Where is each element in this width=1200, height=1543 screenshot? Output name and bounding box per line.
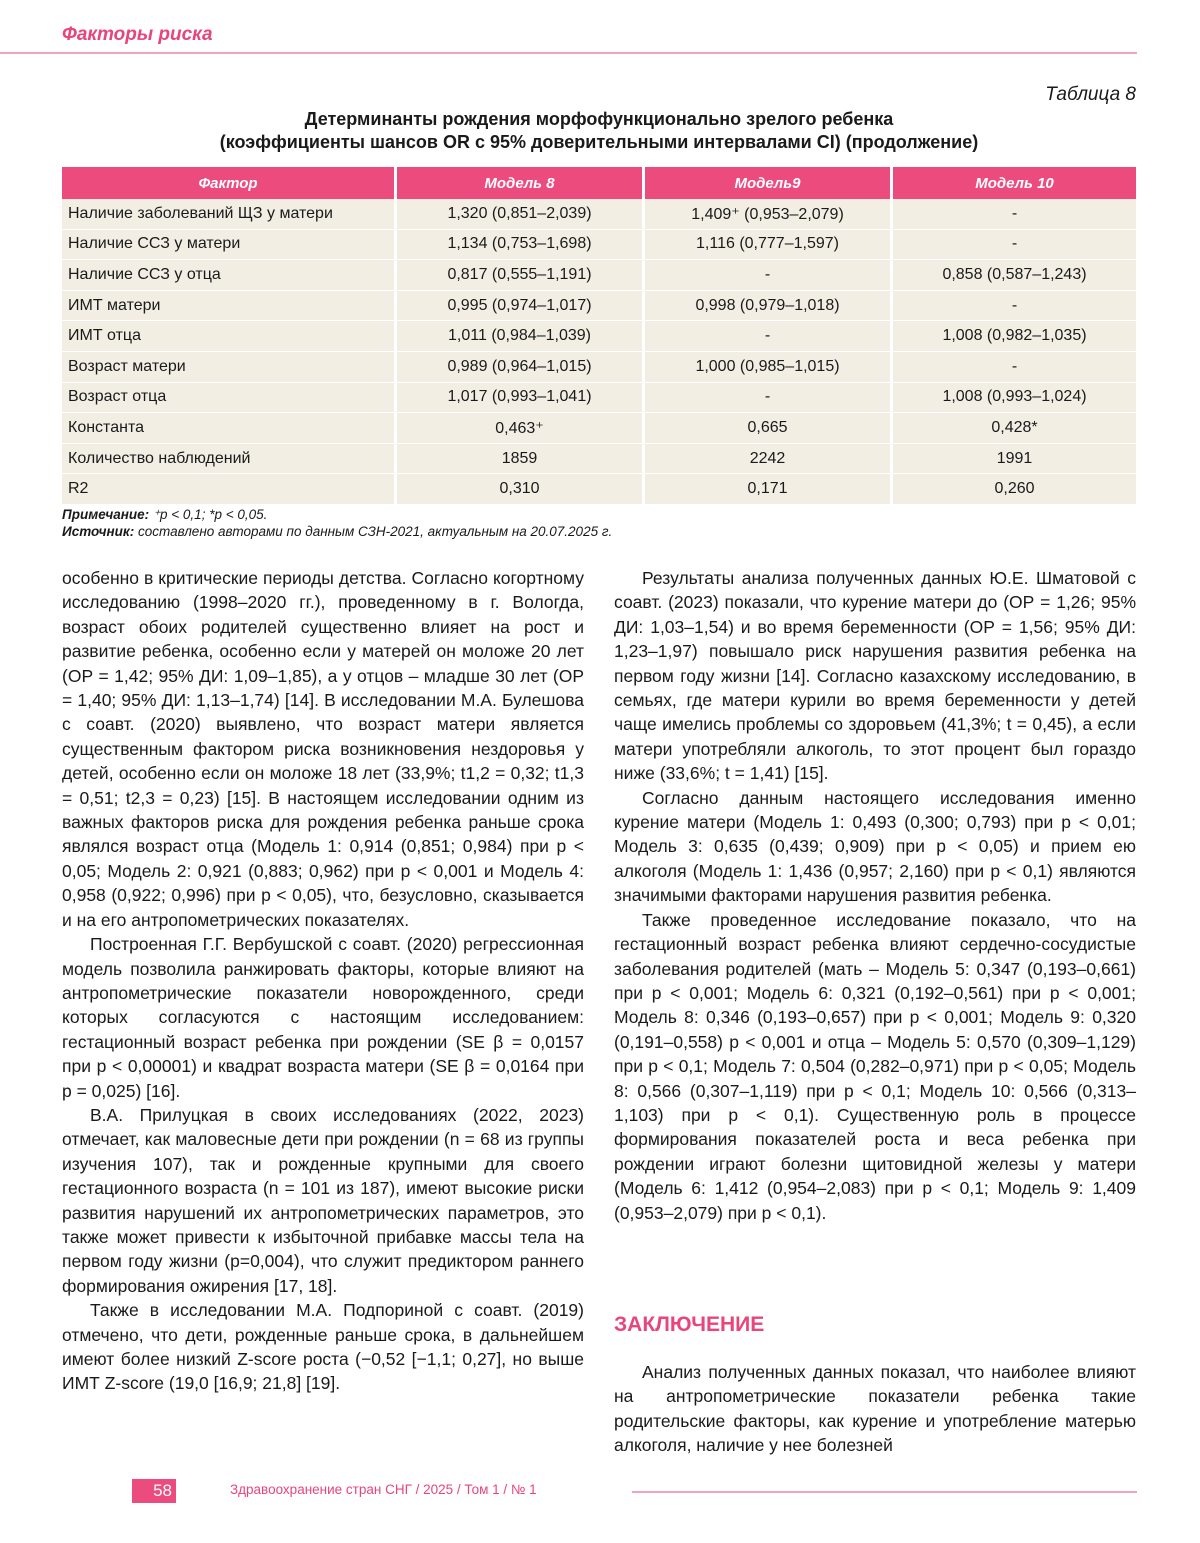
header-divider	[0, 52, 1137, 54]
table-row	[62, 474, 1136, 505]
table-cell: 0,998 (0,979–1,018)	[644, 290, 892, 321]
column-header: Модель9	[644, 167, 892, 199]
table-cell: 1,017 (0,993–1,041)	[396, 382, 644, 413]
source-text: составлено авторами по данным СЗН-2021, актуальным на 20.07.2025 г.	[134, 524, 613, 539]
paragraph: Согласно данным настоящего исследования именно курение матери (Модель 1: 0,493 (0,300; 0,793) при p < 0,01; Модель 3: 0,635 (0,439; 0,909) при p < 0,05) и прием ею алкоголя (Модель 1: 1,436 (0,957; 2,160) при p < 0,1) являются значимыми факторами нарушения развития ребенка.	[614, 787, 1136, 906]
table-row	[62, 382, 1136, 413]
table-cell: 1,000 (0,985–1,015)	[644, 351, 892, 382]
table-cell: Константа	[62, 413, 396, 444]
table-source	[62, 523, 612, 540]
paragraph: Также проведенное исследование показало, что на гестационный возраст ребенка влияют сердечно-сосудистые заболевания родителей (мать – Модель 5: 0,347 (0,193–0,661) при p < 0,001; Модель 6: 0,321 (0,192–0,561) при p < 0,001; Модель 8: 0,346 (0,193–0,657) при p < 0,001; Модель 9: 0,320 (0,191–0,558) p < 0,001 и отца – Модель 5: 0,570 (0,309–1,129) при p < 0,1; Модель 7: 0,504 (0,282–0,971) при p < 0,05; Модель 8: 0,566 (0,307–1,119) при p < 0,1; Модель 10: 0,566 (0,313–1,103) при p < 0,1). Существенную роль в процессе формирования показателей роста и веса ребенка при рождении играют болезни щитовидной железы у матери (Модель 6: 1,412 (0,954–2,083) при p < 0,1; Модель 9: 1,409 (0,953–2,079) при p < 0,1).	[614, 909, 1136, 1223]
table-row	[62, 199, 1136, 229]
table-cell: 1,409⁺ (0,953–2,079)	[644, 199, 892, 229]
paragraph: Построенная Г.Г. Вербушской с соавт. (2020) регрессионная модель позволила ранжировать факторы, которые влияют на антропометрические показатели новорожденного, среди которых согласуются с настоящим исследованием: гестационный возраст ребенка при рождении (SE β = 0,0157 при p < 0,00001) и квадрат возраста матери (SE β = 0,0164 при p = 0,025) [16].	[62, 934, 584, 1101]
page-number: 58	[132, 1479, 176, 1503]
table-cell: 2242	[644, 443, 892, 474]
paragraph: Анализ полученных данных показал, что наиболее влияют на антропометрические показатели ребенка такие родительские факторы, как курение и употребление матерью алкоголя, наличие у нее болезней	[614, 1362, 1136, 1456]
table-note	[62, 506, 612, 523]
table-cell: -	[892, 229, 1137, 260]
table-title-line-2: (коэффициенты шансов OR с 95% доверительными интервалами CI) (продолжение)	[219, 132, 979, 152]
table-title-line-1: Детерминанты рождения морфофункционально зрелого ребенка	[304, 109, 894, 129]
table-label: Таблица 8	[1045, 84, 1136, 105]
table-cell: 0,428*	[892, 413, 1137, 444]
table-row	[62, 443, 1136, 474]
table-cell: Возраст матери	[62, 351, 396, 382]
source-label: Источник:	[62, 524, 135, 539]
table-cell: Наличие ССЗ у отца	[62, 260, 396, 291]
note-label: Примечание:	[62, 507, 150, 522]
table-cell: -	[644, 382, 892, 413]
table-cell: 1991	[892, 443, 1137, 474]
table-cell: 0,171	[644, 474, 892, 505]
table-row	[62, 229, 1136, 260]
table-cell: -	[644, 260, 892, 291]
running-header-section: Факторы риска	[62, 24, 213, 45]
table-row	[62, 260, 1136, 291]
table-cell: ИМТ отца	[62, 321, 396, 352]
table-row	[62, 351, 1136, 382]
table-cell: Наличие заболеваний ЩЗ у матери	[62, 199, 396, 229]
table-cell: 0,817 (0,555–1,191)	[396, 260, 644, 291]
footer-divider	[632, 1491, 1137, 1493]
table-cell: 0,310	[396, 474, 644, 505]
paragraph: Также в исследовании М.А. Подпориной с соавт. (2019) отмечено, что дети, рожденные раньше срока, в дальнейшем имеют более низкий Z-score роста (−0,52 [−1,1; 0,27], но выше ИМТ Z-score (19,0 [16,9; 21,8] [19].	[62, 1300, 584, 1394]
table-row	[62, 290, 1136, 321]
table-cell: Количество наблюдений	[62, 443, 396, 474]
table-header-row	[62, 167, 1136, 199]
table-cell: 1,134 (0,753–1,698)	[396, 229, 644, 260]
table-cell: ИМТ матери	[62, 290, 396, 321]
table-cell: 1859	[396, 443, 644, 474]
paragraph: В.А. Прилуцкая в своих исследованиях (2022, 2023) отмечает, как маловесные дети при рождении (n = 68 из группы изучения 107), так и рожденные крупными для своего гестационного возраста (n = 101 из 187), имеют высокие риски развития нарушений их антропометрических параметров, это также может привести к избыточной прибавке массы тела на первом году жизни (p=0,004), что служит предиктором раннего формирования ожирения [17, 18].	[62, 1104, 584, 1296]
column-header: Фактор	[62, 167, 396, 199]
table-cell: 1,116 (0,777–1,597)	[644, 229, 892, 260]
table-notes	[62, 506, 612, 540]
paragraph: Результаты анализа полученных данных Ю.Е. Шматовой с соавт. (2023) показали, что курение матери до (ОР = 1,26; 95% ДИ: 1,03–1,54) и во время беременности (ОР = 1,56; 95% ДИ: 1,23–1,97) повышало риск нарушения развития ребенка на первом году жизни [14]. Согласно казахскому исследованию, в семьях, где матери курили во время беременности у детей чаще имелись проблемы со здоровьем (41,3%; t = 0,45), а если матери употребляли алкоголь, то этот процент был гораздо ниже (33,6%; t = 1,41) [15].	[614, 568, 1136, 784]
table-cell: 0,260	[892, 474, 1137, 505]
paragraph: особенно в критические периоды детства. Согласно когортному исследованию (1998–2020 гг.), проведенному в г. Вологда, возраст обоих родителей существенно влияет на рост и развитие ребенка, особенно если у матерей он моложе 20 лет (ОР = 1,42; 95% ДИ: 1,09–1,85), а у отцов – младше 30 лет (ОР = 1,40; 95% ДИ: 1,13–1,74) [14]. В исследовании М.А. Булешова с соавт. (2020) выявлено, что возраст матери является существенным фактором риска возникновения нездоровья у детей, особенно если он моложе 18 лет (33,9%; t1,2 = 0,32; t1,3 = 0,51; t2,3 = 0,23) [15]. В настоящем исследовании одним из важных факторов риска для рождения ребенка раньше срока являлся возраст отца (Модель 1: 0,914 (0,851; 0,984) при p < 0,05; Модель 2: 0,921 (0,883; 0,962) при p < 0,001 и Модель 4: 0,958 (0,922; 0,996) при p < 0,05), что, безусловно, сказывается и на его антропометрических показателях.	[62, 568, 584, 930]
right-text-column	[614, 566, 1136, 1225]
table-title	[62, 108, 1136, 154]
table-cell: 1,011 (0,984–1,039)	[396, 321, 644, 352]
table-cell: -	[892, 199, 1137, 229]
journal-citation: Здравоохранение стран СНГ / 2025 / Том 1 / № 1	[230, 1482, 537, 1497]
left-text-column	[62, 566, 584, 1396]
note-text: ⁺p < 0,1; *p < 0,05.	[149, 507, 268, 522]
column-header: Модель 10	[892, 167, 1137, 199]
table-cell: Наличие ССЗ у матери	[62, 229, 396, 260]
table-cell: 1,320 (0,851–2,039)	[396, 199, 644, 229]
conclusion-heading: ЗАКЛЮЧЕНИЕ	[614, 1313, 765, 1336]
table-cell: R2	[62, 474, 396, 505]
table-cell: 1,008 (0,993–1,024)	[892, 382, 1137, 413]
table-cell: -	[892, 351, 1137, 382]
determinants-table	[62, 167, 1136, 505]
table-row	[62, 413, 1136, 444]
table-cell: Возраст отца	[62, 382, 396, 413]
conclusion-text	[614, 1360, 1136, 1458]
table-cell: 0,989 (0,964–1,015)	[396, 351, 644, 382]
table-cell: -	[644, 321, 892, 352]
table-cell: 0,995 (0,974–1,017)	[396, 290, 644, 321]
table-cell: 0,463⁺	[396, 413, 644, 444]
table-cell: -	[892, 290, 1137, 321]
table-cell: 0,858 (0,587–1,243)	[892, 260, 1137, 291]
table-row	[62, 321, 1136, 352]
table-cell: 1,008 (0,982–1,035)	[892, 321, 1137, 352]
table-cell: 0,665	[644, 413, 892, 444]
column-header: Модель 8	[396, 167, 644, 199]
